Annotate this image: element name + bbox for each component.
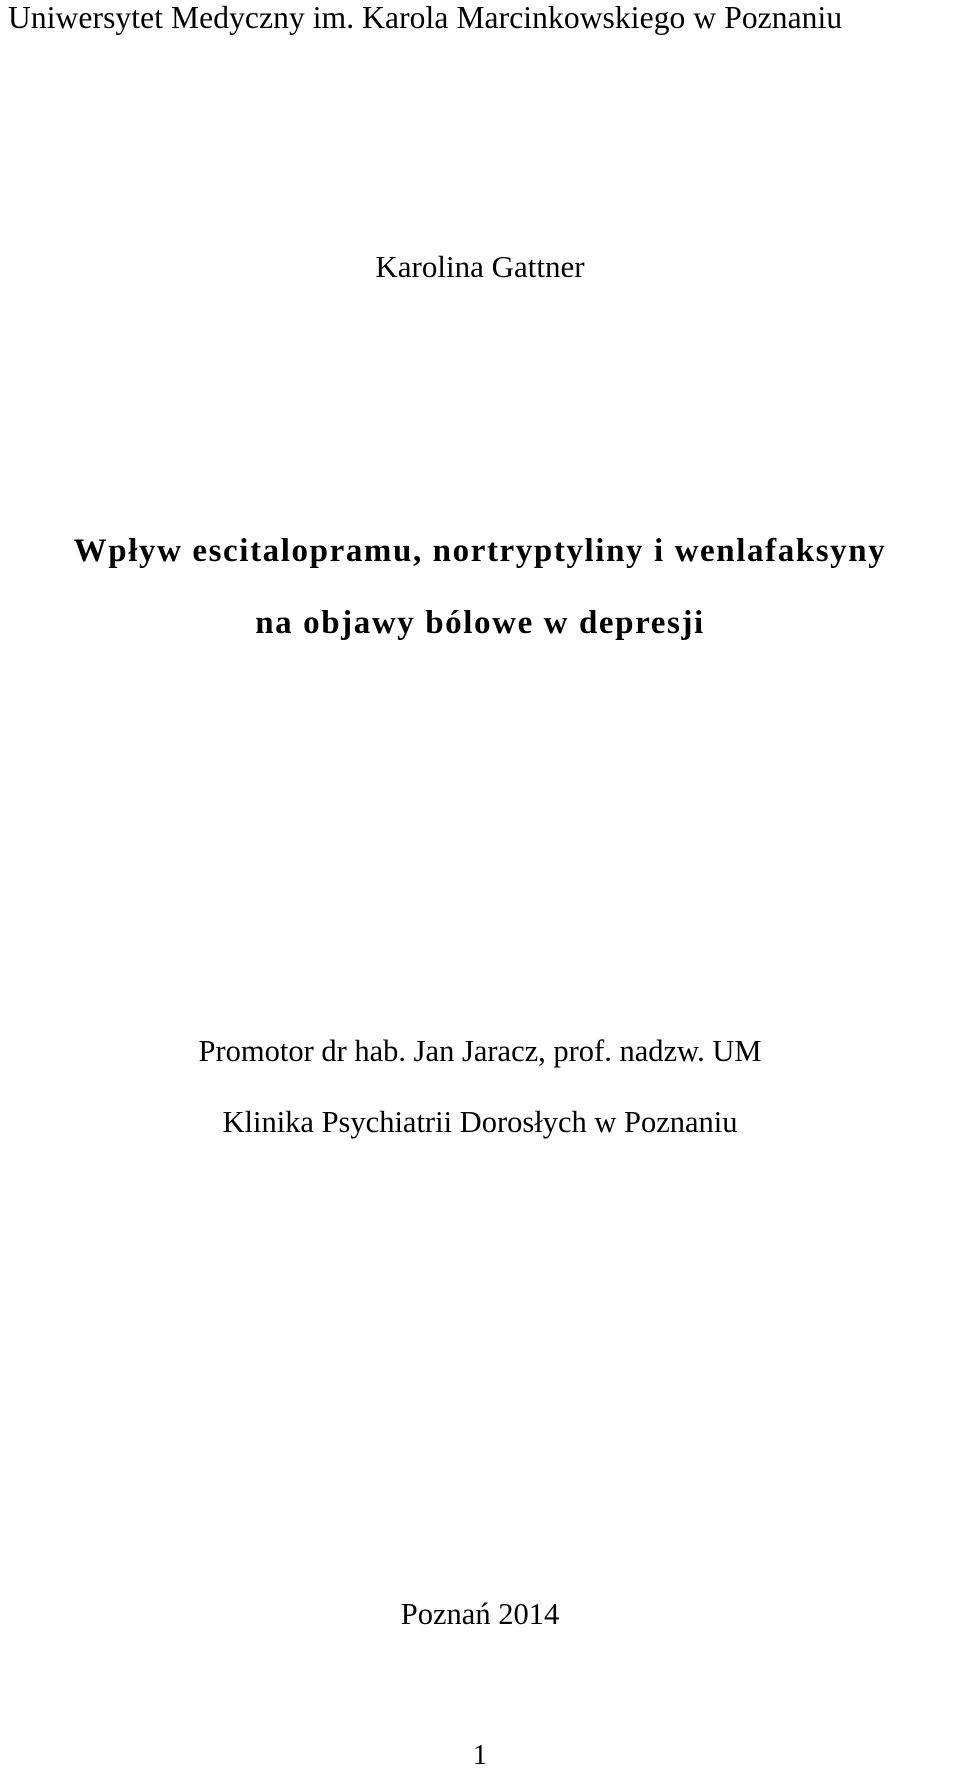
thesis-title-line-2: na objawy bólowe w depresji [255,605,705,641]
thesis-title-line-1: Wpływ escitalopramu, nortryptyliny i wenlafaksyny [73,533,887,569]
university-name: Uniwersytet Medyczny im. Karola Marcinkowskiego w Poznaniu [8,0,843,35]
page-number: 1 [473,1740,487,1771]
author-name: Karolina Gattner [375,249,585,284]
place-and-year: Poznań 2014 [400,1597,560,1631]
clinic-name: Klinika Psychiatrii Dorosłych w Poznaniu [222,1105,738,1139]
promoter-info: Promotor dr hab. Jan Jaracz, prof. nadzw. UM [198,1034,762,1068]
